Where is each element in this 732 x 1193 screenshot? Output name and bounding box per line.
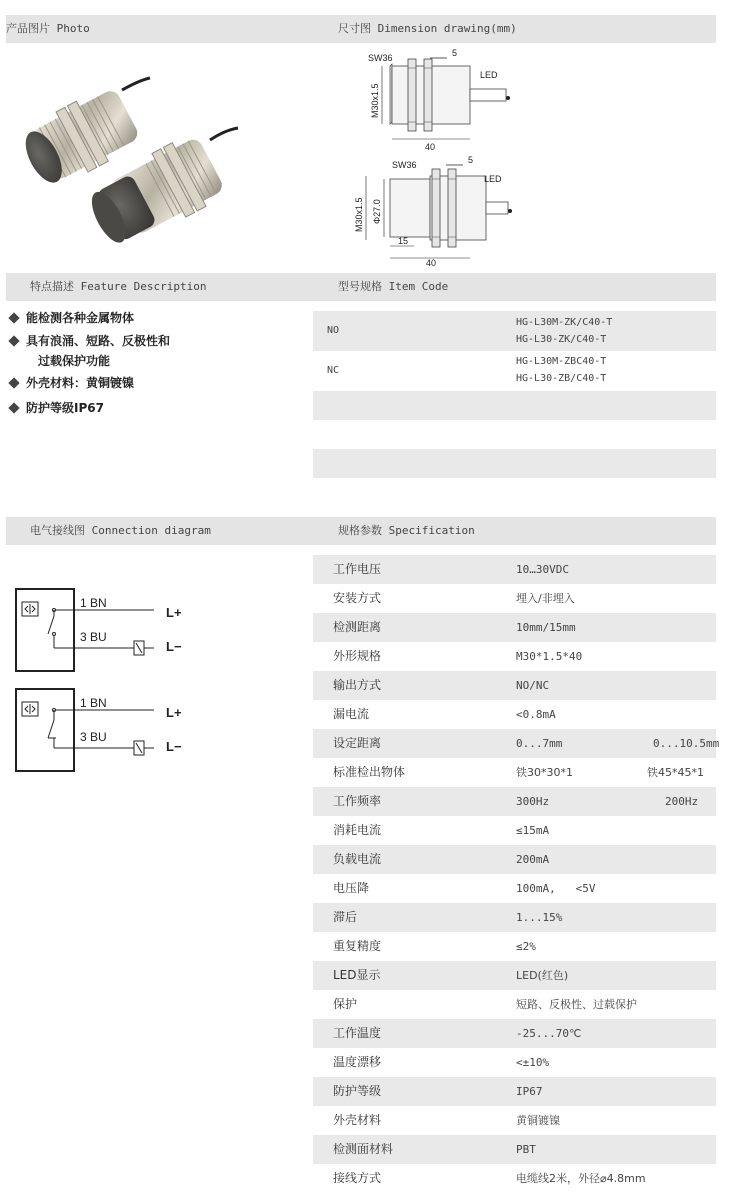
diamond-bullet-icon [8,377,19,388]
spec-row: LED显示 LED(红色) [313,961,716,990]
spec-row: 检测距离 10mm/15mm [313,613,716,642]
product-photo [10,60,250,250]
spec-row: 保护 短路、反极性、过载保护 [333,997,637,1011]
wire-1-label: 1 BN [80,696,107,710]
spec-row: 接线方式 电缆线2米，外径⌀4.8mm [333,1171,646,1185]
minus-label: L− [166,639,182,654]
item-code-header: 型号规格 Item Code [338,280,449,293]
spec-row: 温度漂移 <±10% [333,1055,550,1069]
connection-diagram [10,580,200,780]
length-label: 40 [425,142,436,152]
led-label: LED [480,70,498,80]
spec-row: 工作电压 10…30VDC [313,555,716,584]
spec-row: 负载电流 200mA [313,845,716,874]
dimension-drawing-flush [368,48,510,152]
cable [122,78,150,90]
spec-row: 外形规格 M30*1.5*40 [333,649,583,663]
spec-header: 规格参数 Specification [338,524,475,537]
spec-row: 工作频率 300Hz 200Hz [313,787,716,816]
spec-row: 漏电流 <0.8mA [333,707,556,721]
photo-header: 产品图片 Photo [6,22,90,35]
spec-row: 安装方式 埋入/非埋入 [333,591,575,605]
sw-label: SW36 [368,53,393,63]
dimension-drawing [352,44,522,269]
top-dim-label: 5 [452,48,458,58]
minus-label: L− [166,739,182,754]
wire-3-label: 3 BU [80,630,107,644]
offset-label: 15 [398,236,409,246]
item-code-row-nc: NC HG-L30M-ZBC40-T HG-L30-ZB/C40-T [327,356,607,384]
spec-row: 输出方式 NO/NC [313,671,716,700]
spec-row: 设定距离 0...7mm 0...10.5mm [313,729,716,758]
spec-row: 电压降 100mA, <5V [333,881,596,895]
feature-header: 特点描述 Feature Description [30,280,207,293]
spec-row: 外壳材料 黄铜镀镍 [333,1113,560,1127]
photo-header-bar [6,15,716,43]
feature-item-continued: 过载保护功能 [38,354,111,368]
sw-label: SW36 [392,160,417,170]
plus-label: L+ [166,605,182,620]
spec-row: 防护等级 IP67 [313,1077,716,1106]
diameter-label: Φ27.0 [372,199,382,224]
diamond-bullet-icon [8,335,19,346]
length-label: 40 [426,258,437,268]
spec-row: 标准检出物体 铁30*30*1 铁45*45*1 [333,765,704,779]
feature-header-bar [6,273,716,301]
item-code-row-empty [313,449,716,478]
spec-row: 重复精度 ≤2% [333,939,536,953]
spec-row: 检测面材料 PBT [313,1135,716,1164]
plus-label: L+ [166,705,182,720]
spec-row: 滞后 1...15% [313,903,716,932]
item-code-row-no: NO HG-L30M-ZK/C40-T HG-L30-ZK/C40-T [313,311,716,351]
feature-item: 具有浪涌、短路、反极性和 [10,331,170,351]
diamond-bullet-icon [8,402,19,413]
spec-row: 工作温度 -25...70℃ [313,1019,716,1048]
spec-row: 消耗电流 ≤15mA [333,823,550,837]
feature-item: 防护等级IP67 [10,398,104,418]
thread-label: M30x1.5 [370,83,380,118]
dimension-header: 尺寸图 Dimension drawing(mm) [338,22,517,35]
wire-1-label: 1 BN [80,596,107,610]
wire-3-label: 3 BU [80,730,107,744]
diamond-bullet-icon [8,312,19,323]
top-dim-label: 5 [468,155,474,165]
dimension-drawing-nonflush [354,155,512,268]
connection-diagram-nc [16,689,182,771]
feature-item: 外壳材料：黄铜镀镍 [10,373,134,393]
feature-item: 能检测各种金属物体 [10,308,134,328]
item-code-row-empty [313,391,716,420]
connection-header: 电气接线图 Connection diagram [30,524,211,537]
thread-label: M30x1.5 [354,197,364,232]
connection-diagram-no [16,589,182,671]
cable [210,128,238,140]
led-label: LED [484,174,502,184]
connection-header-bar [6,517,716,545]
